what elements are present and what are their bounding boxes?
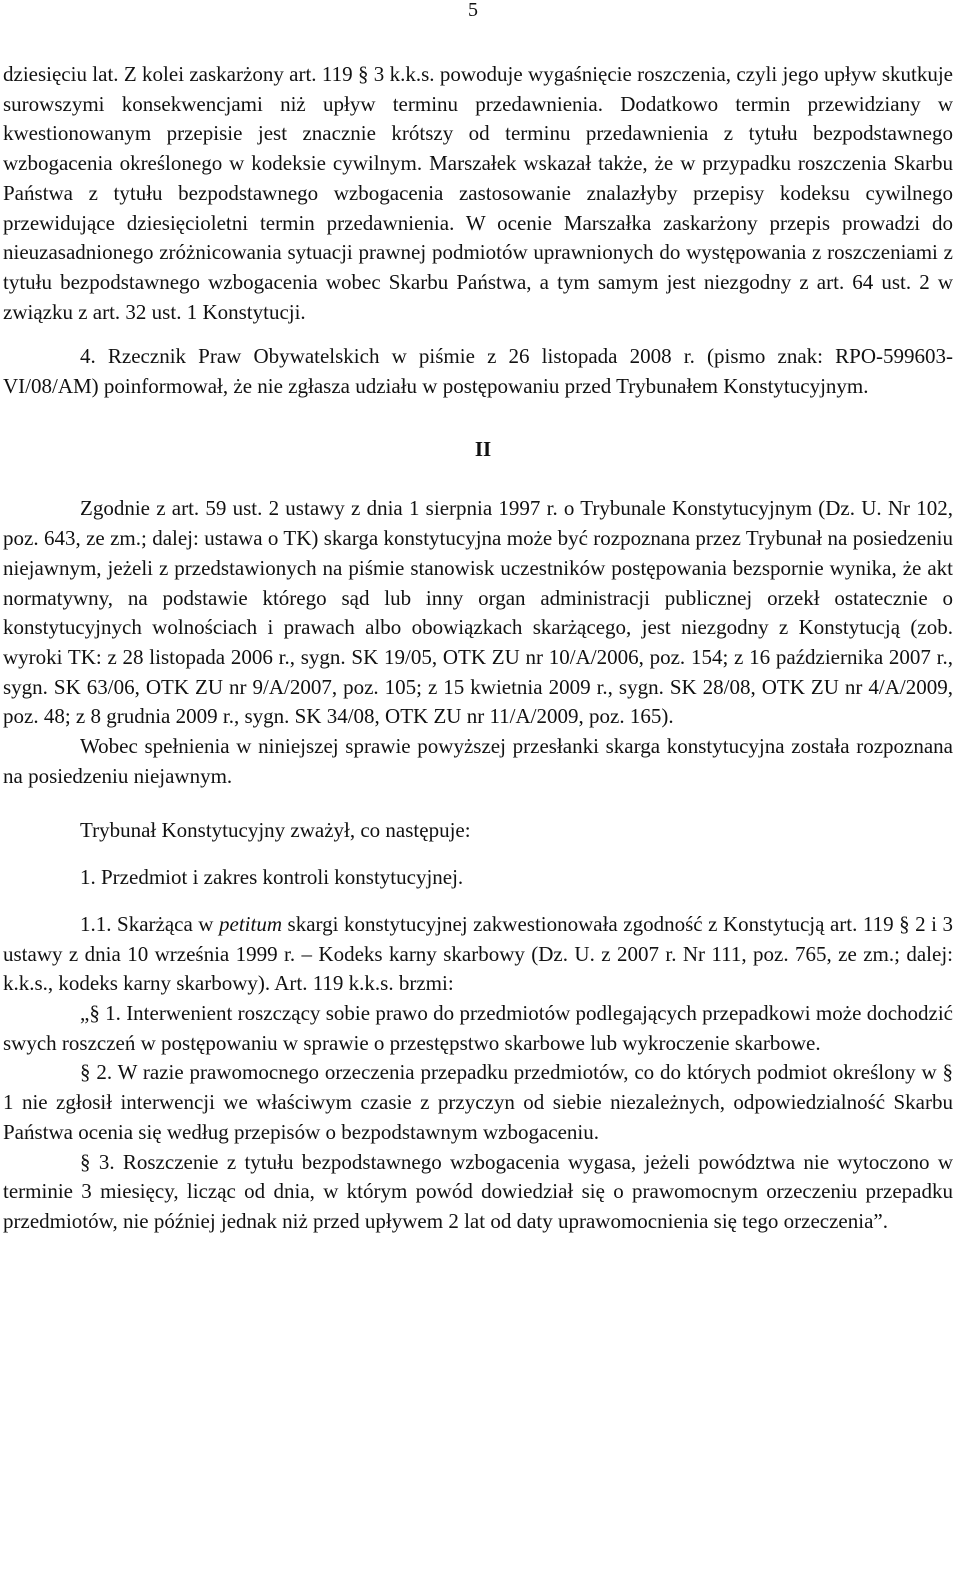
- page-number: 5: [468, 0, 478, 21]
- paragraph-subject-heading: 1. Przedmiot i zakres kontroli konstytucyjnej.: [80, 865, 464, 890]
- section-heading-ii: II: [474, 436, 492, 461]
- complaint-text-start: 1.1. Skarżąca w: [80, 911, 219, 936]
- paragraph-ombudsman: 4. Rzecznik Praw Obywatelskich w piśmie z 26 listopada 2008 r. (pismo znak: RPO-599603-VI/08/AM) poinformował, że nie zgłasza udziału w postępowaniu przed Trybunałem Konstytucyjnym.: [3, 344, 953, 399]
- paragraph-closed-session: Wobec spełnienia w niniejszej sprawie powyższej przesłanki skarga konstytucyjna została rozpoznana na posiedzeniu niejawnym.: [3, 734, 953, 788]
- paragraph-complaint-scope: [3, 910, 953, 999]
- paragraph-tribunal-considered: Trybunał Konstytucyjny zważył, co następuje:: [80, 818, 471, 843]
- paragraph-marshal-opinion: dziesięciu lat. Z kolei zaskarżony art. 119 § 3 k.k.s. powoduje wygaśnięcie roszczenia, czyli jego upływ skutkuje surowszymi konsekwencjami niż upływ terminu przedawnienia. Dodatkowo termin przewidziany w kwestionowanym przepisie jest znacznie krótszy od terminu przedawnienia z tytułu bezpodstawnego wzbogacenia określonego w kodeksie cywilnym. Marszałek wskazał także, że w przypadku roszczenia Skarbu Państwa z tytułu bezpodstawnego wzbogacenia zastosowanie znalazłyby przepisy kodeksu cywilnego przewidujące dziesięcioletni termin przedawnienia. W ocenie Marszałka zaskarżony przepis prowadzi do nieuzasadnionego zróżnicowania sytuacji prawnej podmiotów uprawnionych do występowania z roszczeniami z tytułu bezpodstawnego wzbogacenia wobec Skarbu Państwa, a tym samym jest niezgodny z art. 64 ust. 2 w związku z art. 32 ust. 1 Konstytucji.: [3, 62, 953, 324]
- quoted-provision-2: § 2. W razie prawomocnego orzeczenia przepadku przedmiotów, co do których podmiot określony w § 1 nie zgłosił interwencji we właściwym czasie z przyczyn od siebie niezależnych, odpowiedzialność Skarbu Państwa ocenia się według przepisów o bezpodstawnym wzbogaceniu.: [3, 1060, 953, 1144]
- complaint-text-end: skargi konstytucyjnej zakwestionowała zgodność z Konstytucją art. 119 § 2 i 3 ustawy z dnia 10 września 1999 r. – Kodeks karny skarbowy (Dz. U. z 2007 r. Nr 111, poz. 765, ze zm.; dalej: k.k.s., kodeks karny skarbowy). Art. 119 k.k.s. brzmi:: [3, 911, 953, 996]
- document-body: [3, 60, 953, 1237]
- quoted-provision-1: „§ 1. Interwenient roszczący sobie prawo do przedmiotów podlegających przepadkowi może dochodzić swych roszczeń w postępowaniu w sprawie o przestępstwo skarbowe lub wykroczenie skarbowe.: [3, 1000, 953, 1055]
- quoted-provision-3: § 3. Roszczenie z tytułu bezpodstawnego wzbogacenia wygasa, jeżeli powództwa nie wytoczono w terminie 3 miesięcy, licząc od dnia, w którym powód dowiedział się o prawomocnym orzeczeniu przepadku przedmiotów, nie później jednak niż przed upływem 2 lat od daty uprawomocnienia się tego orzeczenia”.: [3, 1149, 953, 1233]
- petitum-term: petitum: [219, 911, 282, 936]
- paragraph-legal-basis: Zgodnie z art. 59 ust. 2 ustawy z dnia 1 sierpnia 1997 r. o Trybunale Konstytucyjnym (Dz. U. Nr 102, poz. 643, ze zm.; dalej: ustawa o TK) skarga konstytucyjna może być rozpoznana przez Trybunał na posiedzeniu niejawnym, jeżeli z przedstawionych na piśmie stanowisk uczestników postępowania bezspornie wynika, że akt normatywny, na podstawie którego sąd lub inny organ administracji publicznej orzekł ostatecznie o konstytucyjnych wolnościach i prawach albo obowiązkach skarżącego, jest niezgodny z Konstytucją (zob. wyroki TK: z 28 listopada 2006 r., sygn. SK 19/05, OTK ZU nr 10/A/2006, poz. 154; z 16 października 2007 r., sygn. SK 63/06, OTK ZU nr 9/A/2007, poz. 105; z 15 kwietnia 2009 r., sygn. SK 28/08, OTK ZU nr 4/A/2009, poz. 48; z 8 grudnia 2009 r., sygn. SK 34/08, OTK ZU nr 11/A/2009, poz. 165).: [3, 496, 953, 729]
